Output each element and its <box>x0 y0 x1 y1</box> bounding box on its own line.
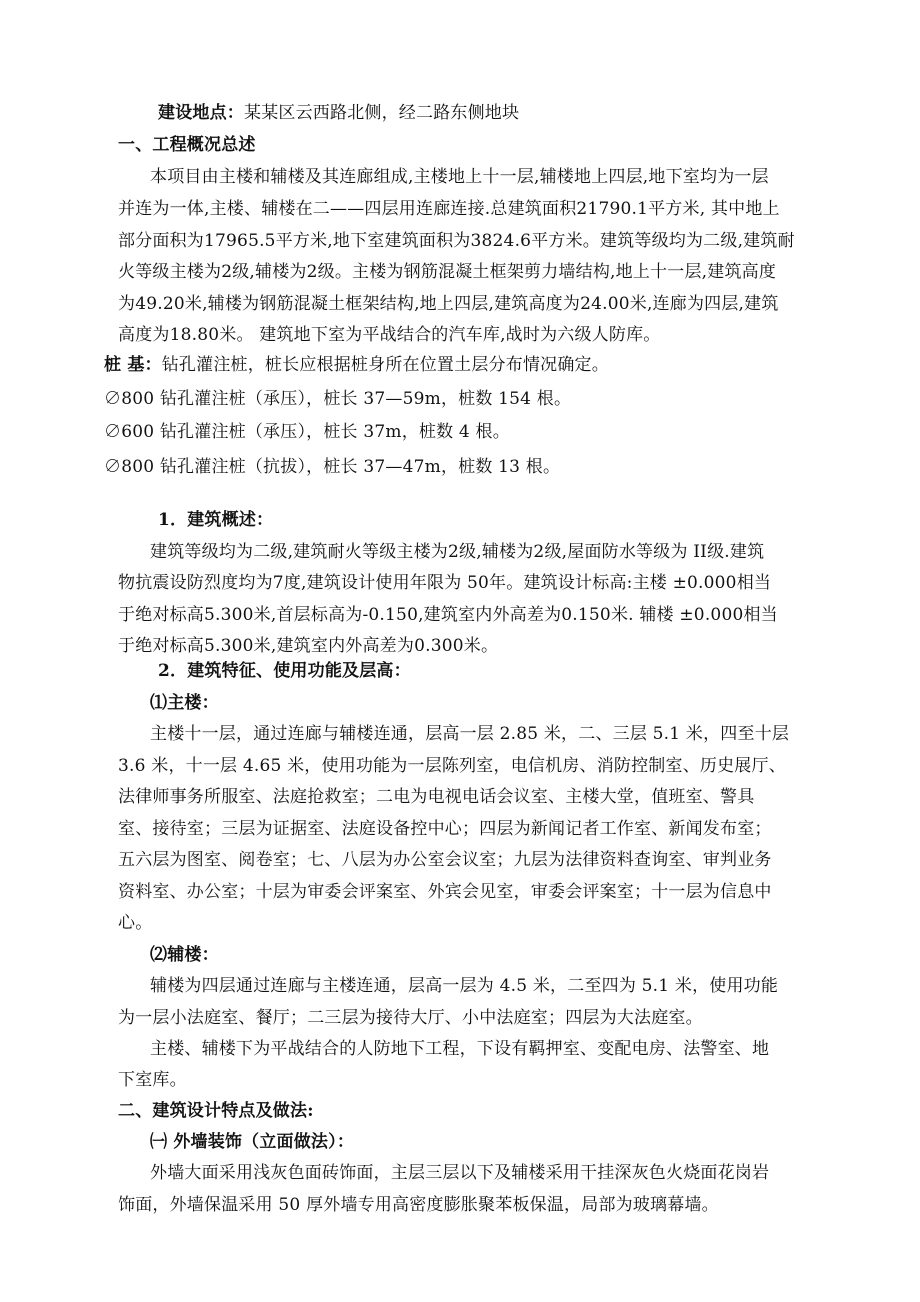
overview-line: 本项目由主楼和辅楼及其连廊组成,主楼地上十一层,辅楼地上四层,地下室均为一层 <box>150 167 769 187</box>
aux-building-line: 辅楼为四层通过连廊与主楼连通，层高一层为 4.5 米，二至四为 5.1 米，使用功能 <box>150 976 779 996</box>
facade-heading: ㈠ 外墙装饰（立面做法）： <box>150 1132 355 1152</box>
main-building-line: 主楼十一层，通过连廊与辅楼连通，层高一层 2.85 米，二、三层 5.1 米，四至十层 <box>150 724 790 744</box>
facade-line: 饰面，外墙保温采用 50 厚外墙专用高密度膨胀聚苯板保温，局部为玻璃幕墙。 <box>118 1195 719 1215</box>
overview-line: 高度为18.80米。 建筑地下室为平战结合的汽车库,战时为六级人防库。 <box>118 325 661 345</box>
site-value: 某某区云西路北侧，经二路东侧地块 <box>244 103 520 123</box>
site-label: 建设地点： <box>158 103 244 123</box>
site-line <box>158 102 519 124</box>
pile-item: ∅800 钻孔灌注桩（抗拔），桩长 37—47m，桩数 13 根。 <box>104 457 561 477</box>
arch-overview-line: 于绝对标高5.300米,首层标高为-0.150,建筑室内外高差为0.150米. 辅楼 ±0.000相当 <box>118 605 778 625</box>
overview-line: 并连为一体,主楼、辅楼在二——四层用连廊连接.总建筑面积21790.1平方米, 其中地上 <box>118 199 780 219</box>
main-building-line: 法律师事务所服室、法庭抢救室；二电为电视电话会议室、主楼大堂，值班室、警具 <box>118 787 755 807</box>
basement-line: 下室库。 <box>118 1070 187 1090</box>
pile-line <box>104 354 609 376</box>
arch-overview-line: 物抗震设防烈度均为7度,建筑设计使用年限为 50年。建筑设计标高:主楼 ±0.000相当 <box>118 573 772 593</box>
arch-overview-line: 建筑等级均为二级,建筑耐火等级主楼为2级,辅楼为2级,屋面防水等级为 II级.建筑 <box>150 542 765 562</box>
aux-building-line: 为一层小法庭室、餐厅；二三层为接待大厅、小中法庭室；四层为大法庭室。 <box>118 1008 703 1028</box>
facade-line: 外墙大面采用浅灰色面砖饰面，主层三层以下及辅楼采用干挂深灰色火烧面花岗岩 <box>150 1163 770 1183</box>
main-building-line: 心。 <box>118 913 153 933</box>
overview-line: 为49.20米,辅楼为钢筋混凝土框架结构,地上四层,建筑高度为24.00米,连廊为四层,建筑 <box>118 294 779 314</box>
main-building-line: 五六层为图室、阅卷室；七、八层为办公室会议室；九层为法律资料查询室、审判业务 <box>118 850 772 870</box>
pile-label: 桩 基： <box>104 355 162 375</box>
section1-heading: 一、工程概况总述 <box>118 135 256 155</box>
pile-item: ∅600 钻孔灌注桩（承压），桩长 37m，桩数 4 根。 <box>104 422 510 442</box>
section2-heading: 二、建筑设计特点及做法: <box>118 1101 314 1121</box>
arch-overview-heading: 1．建筑概述： <box>158 510 274 530</box>
main-building-line: 3.6 米，十一层 4.65 米，使用功能为一层陈列室，电信机房、消防控制室、历史展厅、 <box>118 756 786 776</box>
arch-features-heading: 2．建筑特征、使用功能及层高： <box>158 661 411 681</box>
overview-line: 部分面积为17965.5平方米,地下室建筑面积为3824.6平方米。建筑等级均为二级,建筑耐 <box>118 231 795 251</box>
overview-line: 火等级主楼为2级,辅楼为2级。主楼为钢筋混凝土框架剪力墙结构,地上十一层,建筑高度 <box>118 262 777 282</box>
main-building-line: 资料室、办公室；十层为审委会评案室、外宾会见室，审委会评案室；十一层为信息中 <box>118 882 772 902</box>
main-building-heading: ⑴主楼： <box>150 693 219 713</box>
aux-building-heading: ⑵辅楼： <box>150 945 219 965</box>
pile-intro: 钻孔灌注桩，桩长应根据桩身所在位置土层分布情况确定。 <box>161 355 609 375</box>
arch-overview-line: 于绝对标高5.300米,建筑室内外高差为0.300米。 <box>118 636 499 656</box>
pile-item: ∅800 钻孔灌注桩（承压），桩长 37—59m，桩数 154 根。 <box>104 389 572 409</box>
basement-line: 主楼、辅楼下为平战结合的人防地下工程，下设有羁押室、变配电房、法警室、地 <box>150 1039 770 1059</box>
main-building-line: 室、接待室；三层为证据室、法庭设备控中心；四层为新闻记者工作室、新闻发布室； <box>118 819 772 839</box>
